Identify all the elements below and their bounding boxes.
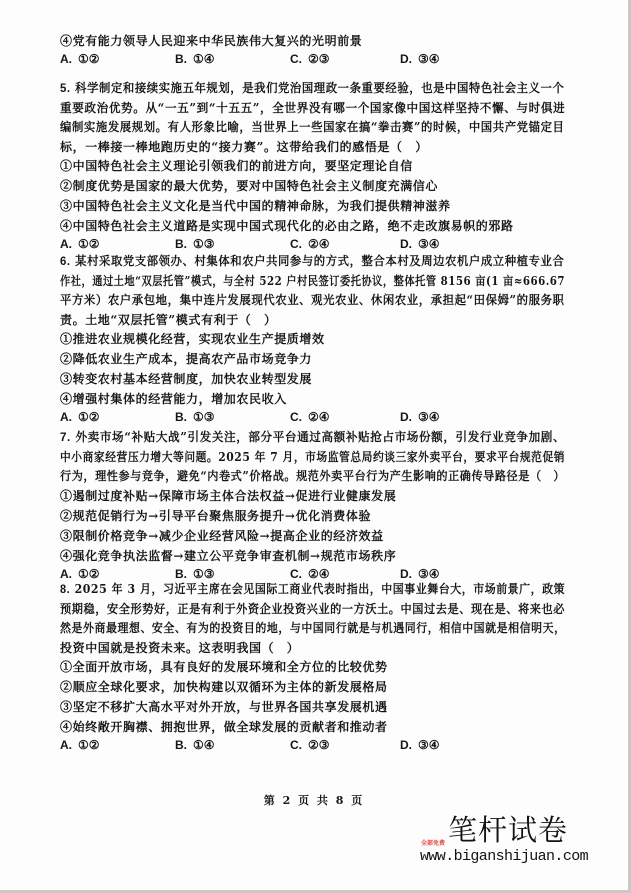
- question-8: [60, 580, 566, 758]
- choice-item: ①遏制过度补贴→保障市场主体合法权益→促进行业健康发展: [60, 488, 397, 503]
- option-c[interactable]: C. ②③: [290, 52, 330, 66]
- choice-item: ①全面开放市场，具有良好的发展环境和全方位的比较优势: [60, 660, 388, 674]
- question-number: 6.: [60, 254, 71, 268]
- question-4-tail: [60, 32, 560, 72]
- choice-item: ④强化竞争执法监督→建立公平竞争审查机制→规范市场秩序: [60, 548, 397, 563]
- watermark-title: 笔杆试卷: [448, 813, 569, 847]
- option-a[interactable]: A. ①②: [60, 410, 100, 424]
- question-stem: 5. 科学制定和接续实施五年规划，是我们党治国理政一条重要经验，也是中国特色社会主义一个 重要政治优势。从“一五”到“十五五”，全世界没有哪一个国家像中国这样坚持不懈、与时俱进 编制实施发展规划。有人形象比喻，当世界上一些国家在搞“拳击赛”的时候，中国共产党锚定目 标，一棒接一棒地跑历史的“接力赛”。这带给我们的感悟是（ ）: [60, 81, 566, 154]
- answer-options: [60, 52, 560, 72]
- option-c[interactable]: C. ②④: [290, 566, 330, 581]
- option-b[interactable]: B. ①③: [175, 237, 215, 251]
- question-7: [60, 428, 566, 587]
- choice-item: ③限制价格竞争→减少企业经营风险→提高企业的经济效益: [60, 528, 384, 543]
- option-b[interactable]: B. ①④: [175, 738, 215, 752]
- question-stem: 8. 2025 年 3 月，习近平主席在会见国际工商业代表时指出，中国事业舞台大，市场前景广，政策 预期稳，安全形势好，正是有利于外资企业投资兴业的一方沃土。中国过去是、现在是、将来也必 然是外商最理想、安全、有为的投资目的地，与中国同行就是与机遇同行，相信中国就是相信明天， 投资中国就是投资未来。这表明我国（ ）: [60, 582, 566, 655]
- choice-item: ③坚定不移扩大高水平对外开放，与世界各国共享发展机遇: [60, 700, 388, 714]
- answer-options: [60, 410, 560, 430]
- choice-item: ②降低农业生产成本，提高农产品市场竞争力: [60, 352, 313, 366]
- choice-item: ④党有能力领导人民迎来中华民族伟大复兴的光明前景: [60, 34, 363, 48]
- question-5: [60, 79, 566, 257]
- option-a[interactable]: A. ①②: [60, 237, 100, 251]
- question-stem: 6. 某村采取党支部领办、村集体和农户共同参与的方式，整合本村及周边农机户成立种植专业合 作社，通过土地“双层托管”模式，与全村 522 户村民签订委托协议，整体托管 8156 亩(1 亩≈666.67 平方米）农户承包地，集中连片发展现代农业、观光农业、休闲农业，承担起“田保姆”的服务职 责。土地“双层托管”模式有利于（ ）: [60, 254, 566, 327]
- option-a[interactable]: A. ①②: [60, 738, 100, 752]
- watermark-url: www.biganshijuan.com: [420, 848, 589, 865]
- watermark-logo: [420, 808, 590, 878]
- choice-item: ②规范促销行为→引导平台聚焦服务提升→优化消费体验: [60, 508, 372, 523]
- choice-item: ④中国特色社会主义道路是实现中国式现代化的必由之路，绝不走改旗易帜的邪路: [60, 219, 514, 233]
- choice-item: ④始终敞开胸襟、拥抱世界，做全球发展的贡献者和推动者: [60, 720, 388, 734]
- option-d[interactable]: D. ③④: [400, 52, 440, 66]
- page-number-footer: 第 2 页 共 8 页: [263, 794, 365, 807]
- choice-item: ②制度优势是国家的最大优势，要对中国特色社会主义制度充满信心: [60, 179, 439, 193]
- choice-item: ③中国特色社会主义文化是当代中国的精神命脉，为我们提供精神滋养: [60, 199, 451, 213]
- option-a[interactable]: A. ①②: [60, 566, 100, 581]
- choice-item: ④增强村集体的经营能力，增加农民收入: [60, 392, 287, 406]
- choice-item: ①中国特色社会主义理论引领我们的前进方向，要坚定理论自信: [60, 159, 413, 173]
- choice-item: ①推进农业规模化经营，实现农业生产提质增效: [60, 332, 325, 346]
- option-b[interactable]: B. ①④: [175, 52, 215, 66]
- watermark-badge: 全部免费: [421, 840, 446, 847]
- question-number: 5.: [60, 81, 71, 95]
- choice-item: ③转变农村基本经营制度，加快农业转型发展: [60, 372, 313, 386]
- option-d[interactable]: D. ③④: [400, 566, 440, 581]
- option-a[interactable]: A. ①②: [60, 52, 100, 66]
- option-c[interactable]: C. ②④: [290, 410, 330, 424]
- option-b[interactable]: B. ①③: [175, 410, 215, 424]
- option-d[interactable]: D. ③④: [400, 410, 440, 424]
- question-number: 7.: [60, 430, 71, 444]
- option-d[interactable]: D. ③④: [400, 237, 440, 251]
- option-b[interactable]: B. ①③: [175, 566, 215, 581]
- question-6: [60, 252, 566, 430]
- option-c[interactable]: C. ②④: [290, 237, 330, 251]
- choice-item: ②顺应全球化要求，加快构建以双循环为主体的新发展格局: [60, 680, 388, 694]
- question-number: 8.: [60, 582, 71, 596]
- answer-options: [60, 738, 560, 758]
- option-c[interactable]: C. ②③: [290, 738, 330, 752]
- question-stem: 7. 外卖市场“补贴大战”引发关注，部分平台通过高额补贴抢占市场份额，引发行业竞争加剧、 中小商家经营压力增大等问题。2025 年 7 月，市场监管总局约谈三家外卖平台，要求平台规范促销 行为，理性参与竞争，避免“内卷式”价格战。规范外卖平台行为产生影响的正确传导路径是（ ）: [60, 430, 566, 483]
- option-d[interactable]: D. ③④: [400, 738, 440, 752]
